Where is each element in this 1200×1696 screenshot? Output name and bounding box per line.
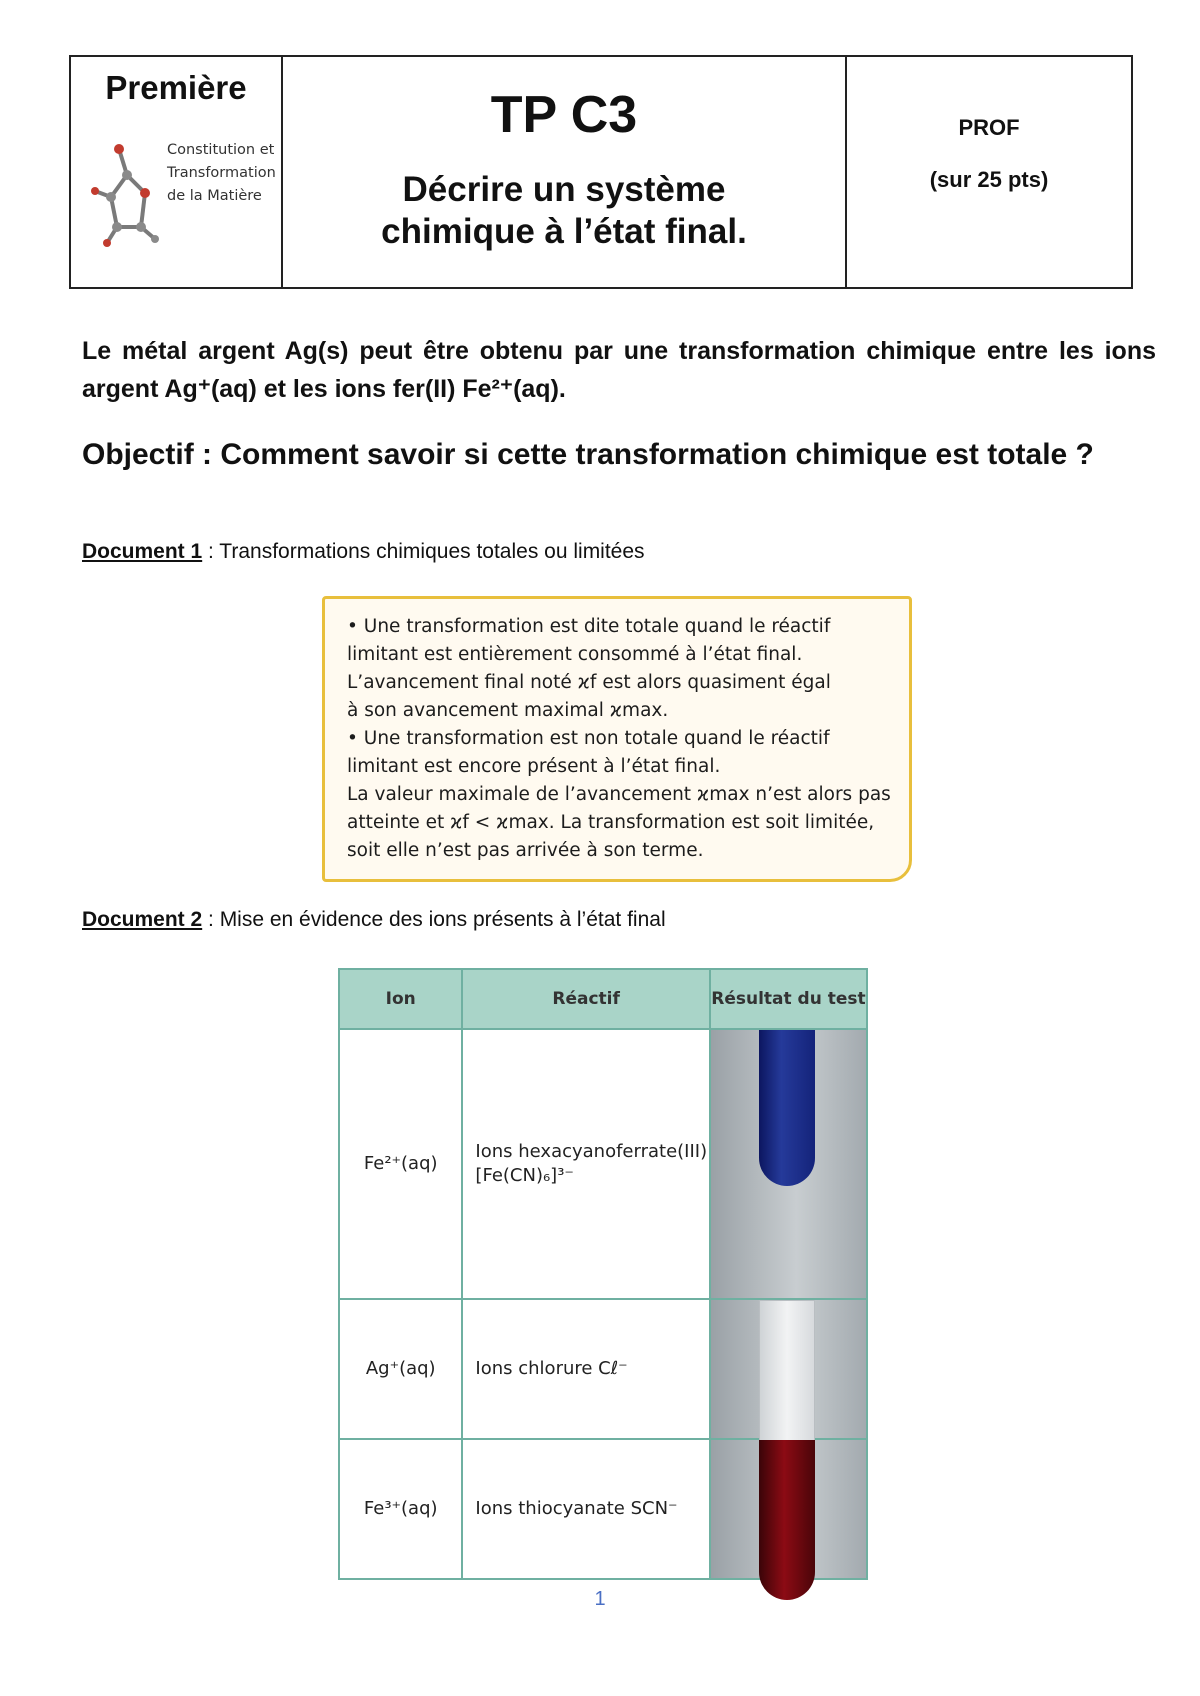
header-prof-cell [847, 57, 1131, 287]
ion-cell: Fe²⁺(aq) [339, 1029, 462, 1299]
tp-subtitle [283, 169, 845, 253]
objectif-text: Objectif : Comment savoir si cette transformation chimique est totale ? [82, 438, 1094, 471]
reactif-line: Ions hexacyanoferrate(III) [475, 1140, 708, 1162]
ion-cell: Fe³⁺(aq) [339, 1439, 462, 1579]
prof-label: PROF [958, 115, 1020, 140]
theme-label [167, 139, 276, 208]
theme-line: Transformation [167, 165, 276, 181]
document1-caption: : Transformations chimiques totales ou limitées [202, 540, 645, 563]
document2-caption: : Mise en évidence des ions présents à l’état final [202, 908, 666, 931]
tp-subtitle-line2: chimique à l’état final. [381, 212, 747, 251]
page-number: 1 [594, 1588, 606, 1610]
table-header-row [339, 969, 867, 1029]
definition-line: La valeur maximale de l’avancement ϰmax n’est alors pas [347, 784, 891, 805]
tp-subtitle-line1: Décrire un système [402, 170, 726, 209]
header-resultat: Résultat du test [710, 969, 867, 1029]
header-level-cell [71, 57, 283, 287]
table-row [339, 1439, 867, 1579]
document1-label: Document 1 [82, 540, 203, 563]
header-ion: Ion [339, 969, 462, 1029]
definition-line: L’avancement final noté ϰf est alors quasiment égal [347, 672, 831, 693]
table-row [339, 1299, 867, 1439]
reactif-line: Ions chlorure Cℓ⁻ [475, 1357, 628, 1379]
definition-box [322, 596, 912, 882]
document2-label: Document 2 [82, 908, 203, 931]
table-row [339, 1029, 867, 1299]
intro-text: Le métal argent Ag(s) peut être obtenu par une transformation chimique entre les ions argent Ag⁺(aq) et les ions fer(II) Fe²⁺(aq). [82, 337, 1156, 403]
document1-title [82, 540, 645, 564]
definition-line: soit elle n’est pas arrivée à son terme. [347, 840, 704, 861]
points-label: (sur 25 pts) [929, 167, 1049, 192]
reactif-cell [462, 1439, 709, 1579]
reactif-line: Ions thiocyanate SCN⁻ [475, 1497, 678, 1519]
level-label: Première [105, 69, 247, 106]
header-title-cell [283, 57, 847, 287]
result-cell [710, 1439, 867, 1579]
reactif-cell [462, 1299, 709, 1439]
definition-line: atteinte et ϰf < ϰmax. La transformation est soit limitée, [347, 812, 875, 833]
result-cell [710, 1029, 867, 1299]
ion-cell: Ag⁺(aq) [339, 1299, 462, 1439]
tp-title: TP C3 [490, 86, 638, 144]
header-table [69, 55, 1133, 289]
theme-line: Constitution et [167, 142, 275, 158]
theme-line: de la Matière [167, 188, 262, 204]
document2-title [82, 908, 666, 932]
ion-test-table [338, 968, 868, 1580]
definition-line: limitant est entièrement consommé à l’état final. [347, 644, 803, 665]
result-cell [710, 1299, 867, 1439]
definition-line: limitant est encore présent à l’état final. [347, 756, 721, 777]
reactif-line: [Fe(CN)₆]³⁻ [475, 1164, 574, 1186]
definition-line: à son avancement maximal ϰmax. [347, 700, 669, 721]
reactif-cell [462, 1029, 709, 1299]
definition-line: • Une transformation est non totale quand le réactif [347, 728, 830, 749]
header-reactif: Réactif [462, 969, 709, 1029]
definition-line: • Une transformation est dite totale quand le réactif [347, 616, 831, 637]
molecule-icon [89, 135, 161, 265]
blue-test-tube-image [759, 1030, 815, 1186]
red-test-tube-image [759, 1440, 815, 1600]
